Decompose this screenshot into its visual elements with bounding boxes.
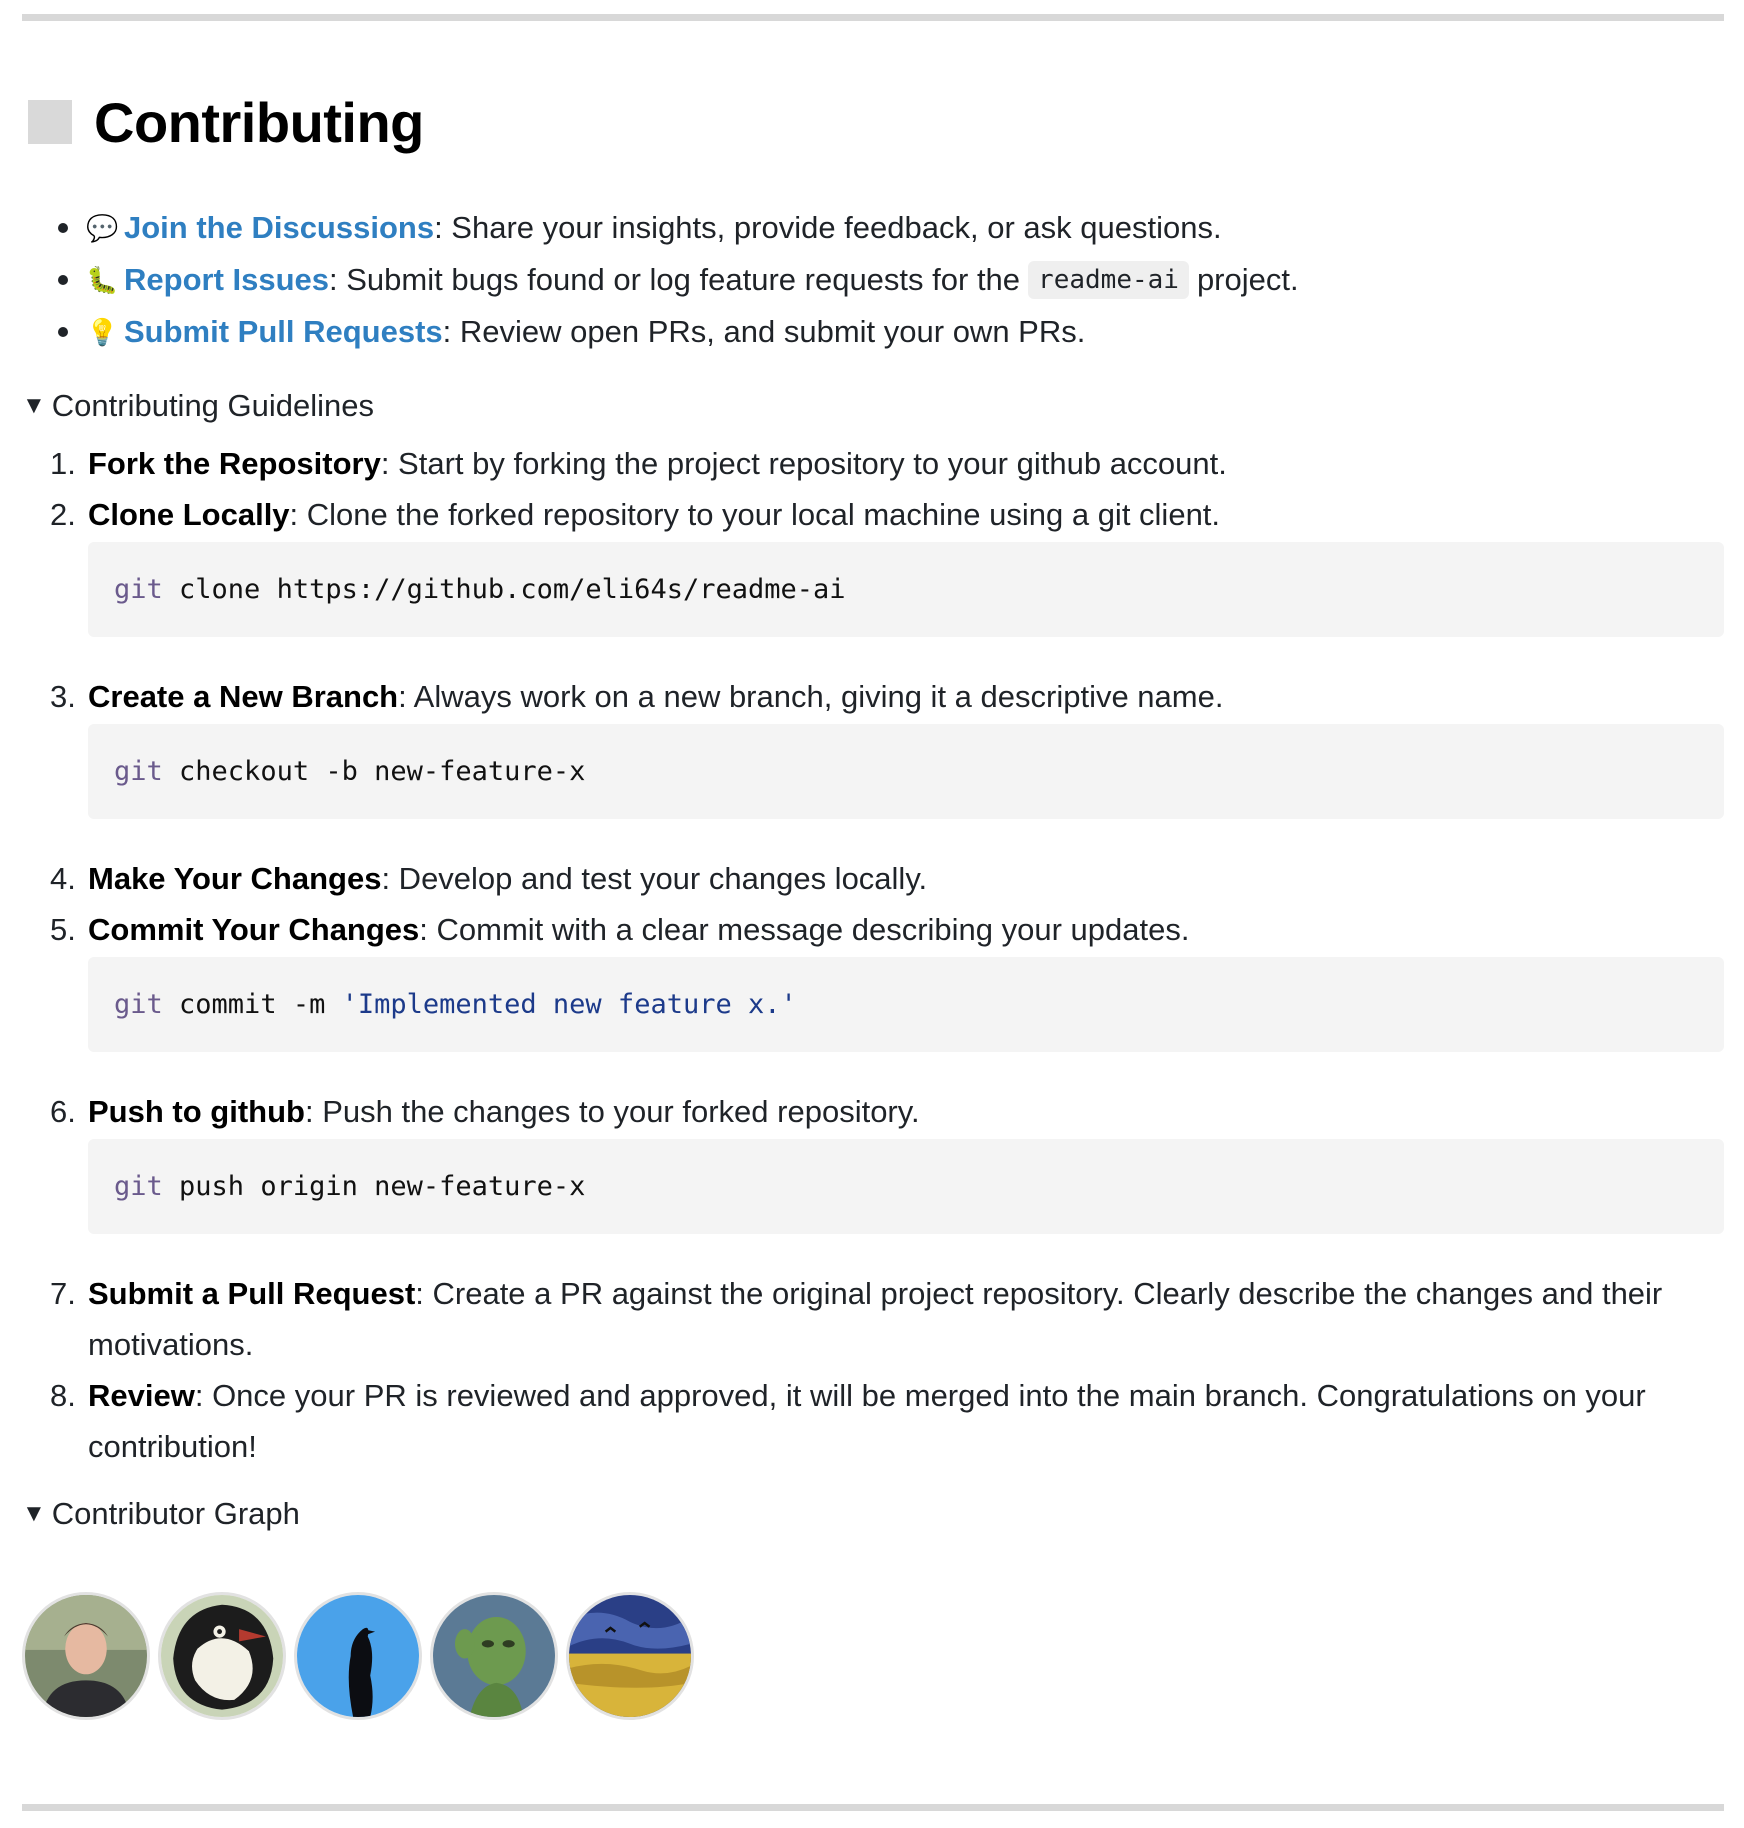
step-number: 1.	[50, 446, 76, 481]
lightbulb-icon: 💡	[86, 316, 119, 347]
list-item	[58, 306, 1299, 358]
speech-bubble-icon: 💬	[86, 212, 119, 243]
report-issues-link[interactable]: Report Issues	[124, 262, 330, 297]
code-block-clone[interactable]	[88, 542, 1724, 637]
list-item-text: : Submit bugs found or log feature requests for the	[329, 262, 1021, 297]
join-discussions-link[interactable]: Join the Discussions	[124, 210, 435, 245]
list-item	[58, 202, 1299, 254]
code-block-commit[interactable]	[88, 957, 1724, 1052]
step-number: 8.	[50, 1378, 76, 1413]
step-number: 5.	[50, 912, 76, 947]
step-2	[50, 489, 1724, 540]
top-rule	[22, 14, 1724, 21]
list-item	[58, 254, 1299, 306]
step-8	[50, 1370, 1724, 1472]
step-5	[50, 904, 1724, 955]
inline-code: readme-ai	[1028, 261, 1189, 299]
step-title: Create a New Branch	[88, 679, 399, 714]
code-text: commit -m	[162, 989, 342, 1020]
step-6	[50, 1086, 1724, 1137]
step-title: Make Your Changes	[88, 861, 382, 896]
guidelines-summary-toggle[interactable]	[22, 388, 374, 424]
step-text: : Clone the forked repository to your local machine using a git client.	[289, 497, 1221, 532]
triangle-down-icon: ▼	[22, 1500, 46, 1527]
code-keyword: git	[114, 989, 163, 1020]
step-title: Fork the Repository	[88, 446, 381, 481]
avatar-wheatfield-painting-icon[interactable]	[566, 1592, 694, 1720]
step-number: 3.	[50, 679, 76, 714]
step-title: Clone Locally	[88, 497, 290, 532]
step-text: : Once your PR is reviewed and approved, it will be merged into the main branch. Congratulations on your contribution!	[88, 1378, 1646, 1464]
submit-pull-requests-link[interactable]: Submit Pull Requests	[124, 314, 443, 349]
page-title: Contributing	[94, 90, 424, 154]
code-keyword: git	[114, 574, 163, 605]
code-text: clone https://github.com/eli64s/readme-ai	[162, 574, 846, 605]
code-text: push origin new-feature-x	[162, 1171, 586, 1202]
code-block-push[interactable]	[88, 1139, 1724, 1234]
step-number: 2.	[50, 497, 76, 532]
step-number: 7.	[50, 1276, 76, 1311]
contributor-graph-summary-label: Contributor Graph	[51, 1496, 300, 1531]
step-text: : Start by forking the project repository to your github account.	[380, 446, 1227, 481]
contributor-avatars	[22, 1592, 694, 1720]
step-number: 4.	[50, 861, 76, 896]
code-block-checkout[interactable]	[88, 724, 1724, 819]
avatar-penguin-icon[interactable]	[158, 1592, 286, 1720]
step-7	[50, 1268, 1724, 1370]
bullet-dot-icon	[58, 327, 68, 337]
step-1	[50, 438, 1724, 489]
bullet-dot-icon	[58, 275, 68, 285]
contributor-graph-summary-toggle[interactable]	[22, 1496, 300, 1532]
step-4	[50, 853, 1724, 904]
list-item-text: : Review open PRs, and submit your own PRs.	[442, 314, 1086, 349]
step-text: : Push the changes to your forked repository.	[304, 1094, 920, 1129]
step-text: : Always work on a new branch, giving it a descriptive name.	[398, 679, 1224, 714]
section-heading	[28, 86, 424, 158]
bottom-rule	[22, 1804, 1724, 1811]
heading-square-icon	[28, 100, 72, 144]
code-keyword: git	[114, 1171, 163, 1202]
step-3	[50, 671, 1724, 722]
triangle-down-icon: ▼	[22, 392, 46, 419]
code-keyword: git	[114, 756, 163, 787]
list-item-text: : Share your insights, provide feedback, or ask questions.	[434, 210, 1222, 245]
list-item-text: project.	[1196, 262, 1299, 297]
step-text: : Develop and test your changes locally.	[381, 861, 928, 896]
guidelines-summary-label: Contributing Guidelines	[51, 388, 375, 423]
step-title: Submit a Pull Request	[88, 1276, 416, 1311]
avatar-green-creature-icon[interactable]	[430, 1592, 558, 1720]
bug-icon: 🐛	[86, 264, 119, 295]
step-title: Push to github	[88, 1094, 305, 1129]
step-text: : Create a PR against the original project repository. Clearly describe the changes and their motivations.	[88, 1276, 1663, 1362]
step-text: : Commit with a clear message describing your updates.	[419, 912, 1190, 947]
avatar-bird-silhouette-icon[interactable]	[294, 1592, 422, 1720]
step-title: Review	[88, 1378, 195, 1413]
step-title: Commit Your Changes	[88, 912, 420, 947]
guidelines-steps	[50, 438, 1724, 1472]
avatar-person-icon[interactable]	[22, 1592, 150, 1720]
step-number: 6.	[50, 1094, 76, 1129]
contribution-links-list	[58, 202, 1299, 358]
code-text: checkout -b new-feature-x	[162, 756, 586, 787]
code-string: 'Implemented new feature x.'	[341, 989, 797, 1020]
bullet-dot-icon	[58, 223, 68, 233]
